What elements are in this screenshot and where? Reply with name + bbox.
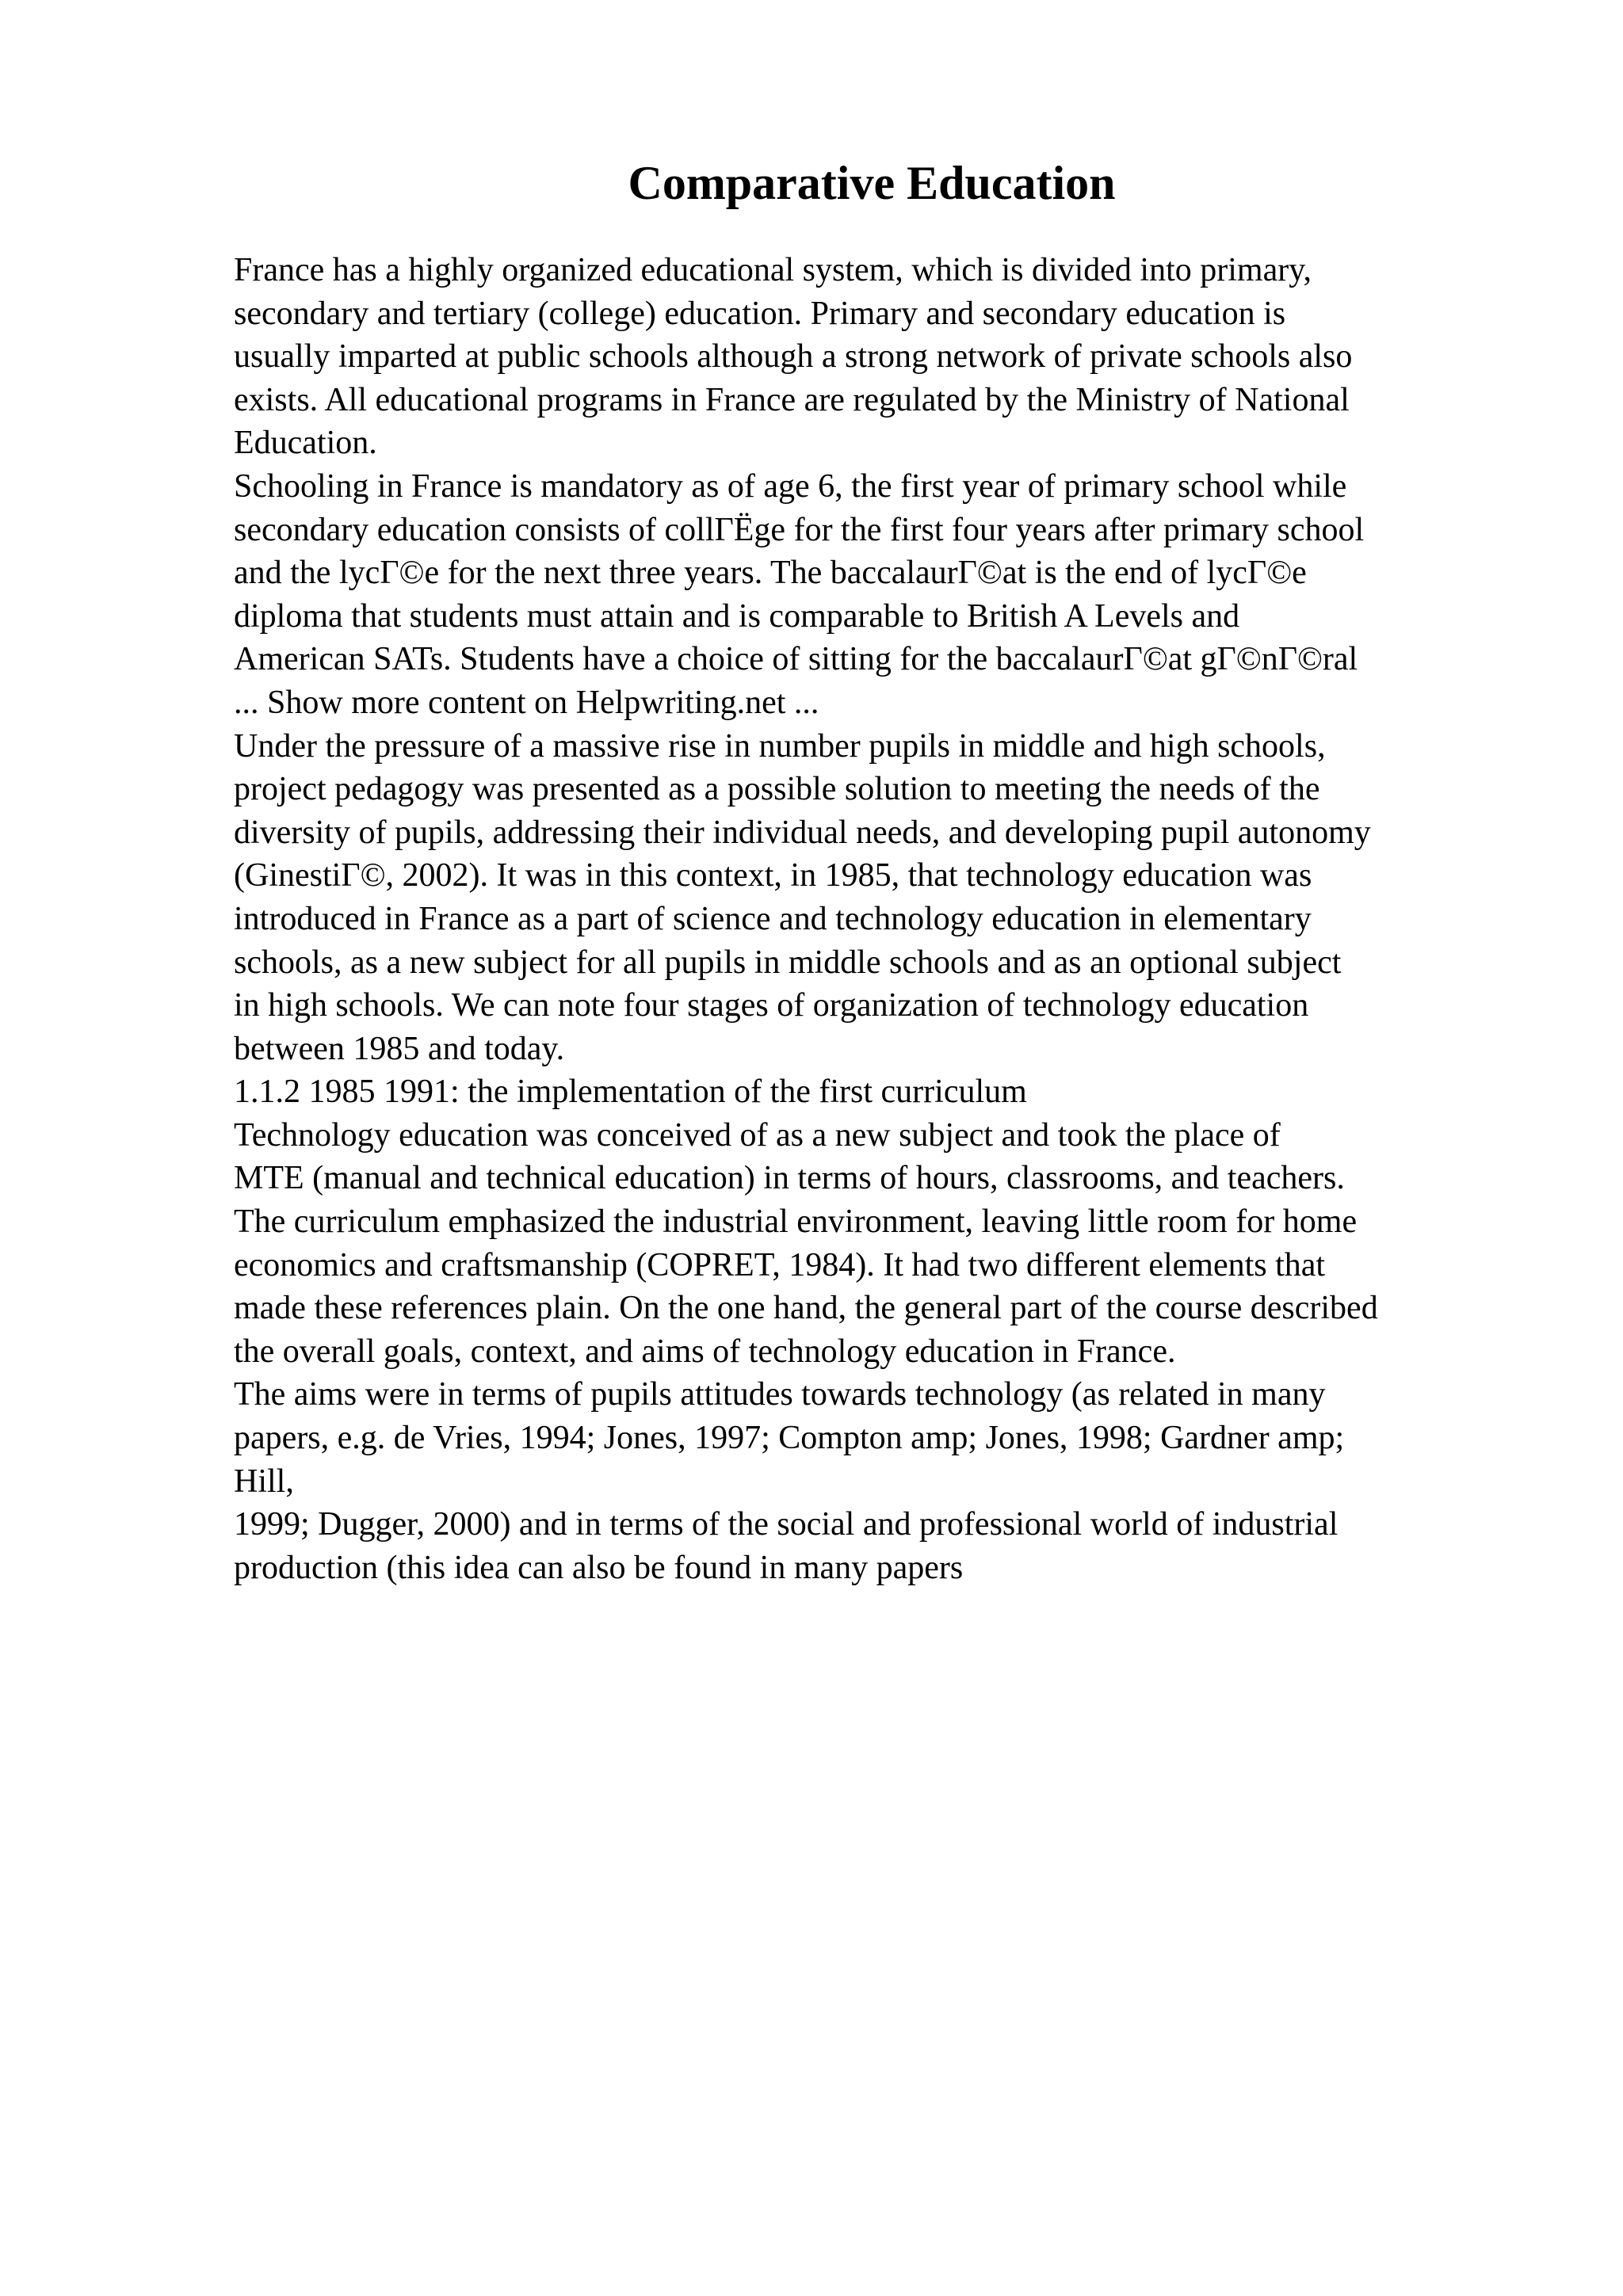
text-line: usually imparted at public schools although a strong network of private schools also: [234, 338, 1353, 376]
text-line: in high schools. We can note four stages of organization of technology education: [234, 987, 1309, 1024]
text-line: secondary and tertiary (college) education. Primary and secondary education is: [234, 295, 1286, 332]
text-line: Under the pressure of a massive rise in number pupils in middle and high schools,: [234, 727, 1326, 765]
text-line: The aims were in terms of pupils attitudes towards technology (as related in many: [234, 1376, 1326, 1413]
text-line: made these references plain. On the one hand, the general part of the course described: [234, 1290, 1378, 1327]
text-line: diversity of pupils, addressing their individual needs, and developing pupil autonomy: [234, 814, 1371, 851]
page-title: Comparative Education: [628, 157, 1116, 209]
show-more-link-text: ... Show more content on Helpwriting.net ...: [234, 684, 819, 721]
text-line: diploma that students must attain and is comparable to British A Levels and: [234, 597, 1240, 635]
text-line: production (this idea can also be found in many papers: [234, 1549, 964, 1586]
text-line: schools, as a new subject for all pupils in middle schools and as an optional subject: [234, 944, 1342, 981]
text-line: MTE (manual and technical education) in terms of hours, classrooms, and teachers.: [234, 1160, 1345, 1197]
text-line: The curriculum emphasized the industrial environment, leaving little room for home: [234, 1203, 1358, 1241]
text-line: between 1985 and today.: [234, 1030, 565, 1067]
text-line: economics and craftsmanship (COPRET, 1984). It had two different elements that: [234, 1246, 1326, 1283]
section-heading-line: 1.1.2 1985 1991: the implementation of the first curriculum: [234, 1074, 1027, 1111]
text-line: and the lycΓ©e for the next three years. The baccalaurΓ©at is the end of lycΓ©e: [234, 555, 1307, 592]
text-line: American SATs. Students have a choice of sitting for the baccalaurΓ©at gΓ©nΓ©ral: [234, 641, 1358, 678]
text-line: Technology education was conceived of as a new subject and took the place of: [234, 1116, 1281, 1154]
text-line: (GinestiΓ©, 2002). It was in this context, in 1985, that technology education was: [234, 857, 1312, 894]
text-line: 1999; Dugger, 2000) and in terms of the social and professional world of industrial: [234, 1506, 1338, 1543]
text-line: project pedagogy was presented as a possible solution to meeting the needs of the: [234, 771, 1320, 808]
text-line: France has a highly organized educational system, which is divided into primary,: [234, 252, 1312, 288]
text-line: papers, e.g. de Vries, 1994; Jones, 1997; Compton amp; Jones, 1998; Gardner amp;: [234, 1420, 1345, 1457]
text-line: Education.: [234, 425, 377, 462]
text-line: Schooling in France is mandatory as of age 6, the first year of primary school while: [234, 467, 1347, 505]
text-line: introduced in France as a part of science and technology education in elementary: [234, 900, 1312, 937]
document-body: [234, 249, 1581, 1589]
text-line: exists. All educational programs in France are regulated by the Ministry of National: [234, 381, 1350, 418]
text-line: the overall goals, context, and aims of technology education in France.: [234, 1333, 1176, 1370]
text-line: secondary education consists of collΓËge for the first four years after primary school: [234, 511, 1365, 548]
text-line: Hill,: [234, 1463, 294, 1500]
